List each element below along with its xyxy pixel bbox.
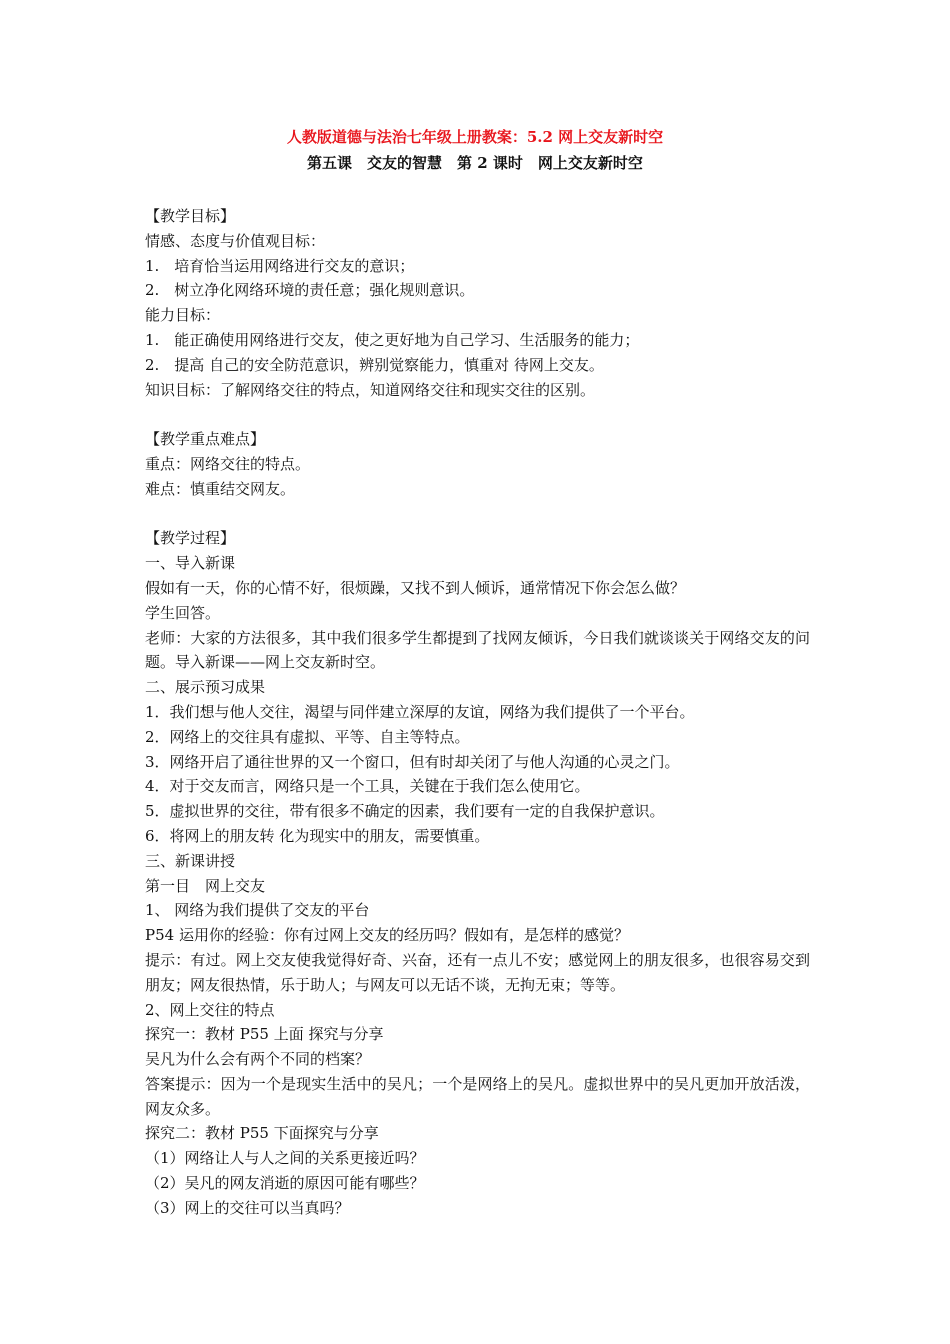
list-item: 5．虚拟世界的交往，带有很多不确定的因素，我们要有一定的自我保护意识。 — [145, 802, 665, 821]
list-item: （2）吴凡的网友消逝的原因可能有哪些？ — [145, 1174, 425, 1193]
knowledge-goal: 知识目标：了解网络交往的特点，知道网络交往和现实交往的区别。 — [145, 380, 596, 399]
list-item: 2. 提高 自己的安全防范意识，辨别觉察能力，慎重对 待网上交友。 — [145, 355, 604, 374]
section-heading-key-points: 【教学重点难点】 — [145, 430, 266, 449]
subheading: 2、网上交往的特点 — [145, 1000, 275, 1019]
subheading: 1、 网络为我们提供了交友的平台 — [145, 901, 370, 920]
list-item: 6．将网上的朋友转 化为现实中的朋友，需要慎重。 — [145, 826, 490, 845]
paragraph: 学生回答。 — [145, 603, 221, 622]
part-title: 一、导入新课 — [145, 554, 236, 573]
paragraph: 答案提示：因为一个是现实生活中的吴凡；一个是网络上的吴凡。虚拟世界中的吴凡更加开放活泼，网友众多。 — [145, 1074, 810, 1118]
list-item: （1）网络让人与人之间的关系更接近吗？ — [145, 1149, 425, 1168]
key-point: 重点：网络交往的特点。 — [145, 454, 311, 473]
list-item: 2．网络上的交往具有虚拟、平等、自主等特点。 — [145, 727, 470, 746]
blank-line — [145, 502, 810, 527]
document-body — [145, 204, 810, 1221]
list-item: （3）网上的交往可以当真吗？ — [145, 1198, 350, 1217]
part-title: 三、新课讲授 — [145, 851, 236, 870]
section-heading-goals: 【教学目标】 — [145, 207, 236, 225]
section-heading-process: 【教学过程】 — [145, 529, 236, 548]
paragraph: 吴凡为什么会有两个不同的档案？ — [145, 1050, 371, 1069]
list-item: 1. 培育恰当运用网络进行交友的意识； — [145, 256, 415, 275]
ability-goal-label: 能力目标： — [145, 306, 221, 325]
document-subtitle: 第五课 交友的智慧 第 2 课时 网上交友新时空 — [307, 154, 643, 172]
emotion-goal-label: 情感、态度与价值观目标： — [145, 231, 326, 250]
paragraph: 假如有一天，你的心情不好，很烦躁，又找不到人倾诉，通常情况下你会怎么做？ — [145, 578, 686, 597]
paragraph: 提示：有过。网上交友使我觉得好奇、兴奋，还有一点儿不安；感觉网上的朋友很多，也很容易交到朋友；网友很热情，乐于助人；与网友可以无话不谈，无拘无束；等等。 — [145, 950, 810, 994]
paragraph: 老师：大家的方法很多，其中我们很多学生都提到了找网友倾诉，今日我们就谈谈关于网络交友的问题。导入新课——网上交友新时空。 — [145, 628, 810, 672]
list-item: 1. 能正确使用网络进行交友，使之更好地为自己学习、生活服务的能力； — [145, 330, 640, 349]
list-item: 4．对于交友而言，网络只是一个工具，关键在于我们怎么使用它。 — [145, 777, 590, 796]
document-title: 人教版道德与法治七年级上册教案：5.2 网上交友新时空 — [286, 128, 664, 146]
list-item: 2. 树立净化网络环境的责任意；强化规则意识。 — [145, 281, 475, 300]
list-item: 1．我们想与他人交往，渴望与同伴建立深厚的友谊，网络为我们提供了一个平台。 — [145, 702, 695, 721]
list-item: 3．网络开启了通往世界的又一个窗口，但有时却关闭了与他人沟通的心灵之门。 — [145, 752, 680, 771]
explore-title: 探究二：教材 P55 下面探究与分享 — [145, 1124, 379, 1143]
item-title: 第一目 网上交友 — [145, 876, 266, 895]
explore-title: 探究一：教材 P55 上面 探究与分享 — [145, 1025, 384, 1044]
difficult-point: 难点：慎重结交网友。 — [145, 479, 296, 498]
paragraph: P54 运用你的经验：你有过网上交友的经历吗？假如有，是怎样的感觉？ — [145, 926, 629, 945]
part-title: 二、展示预习成果 — [145, 678, 266, 697]
blank-line — [145, 402, 810, 427]
